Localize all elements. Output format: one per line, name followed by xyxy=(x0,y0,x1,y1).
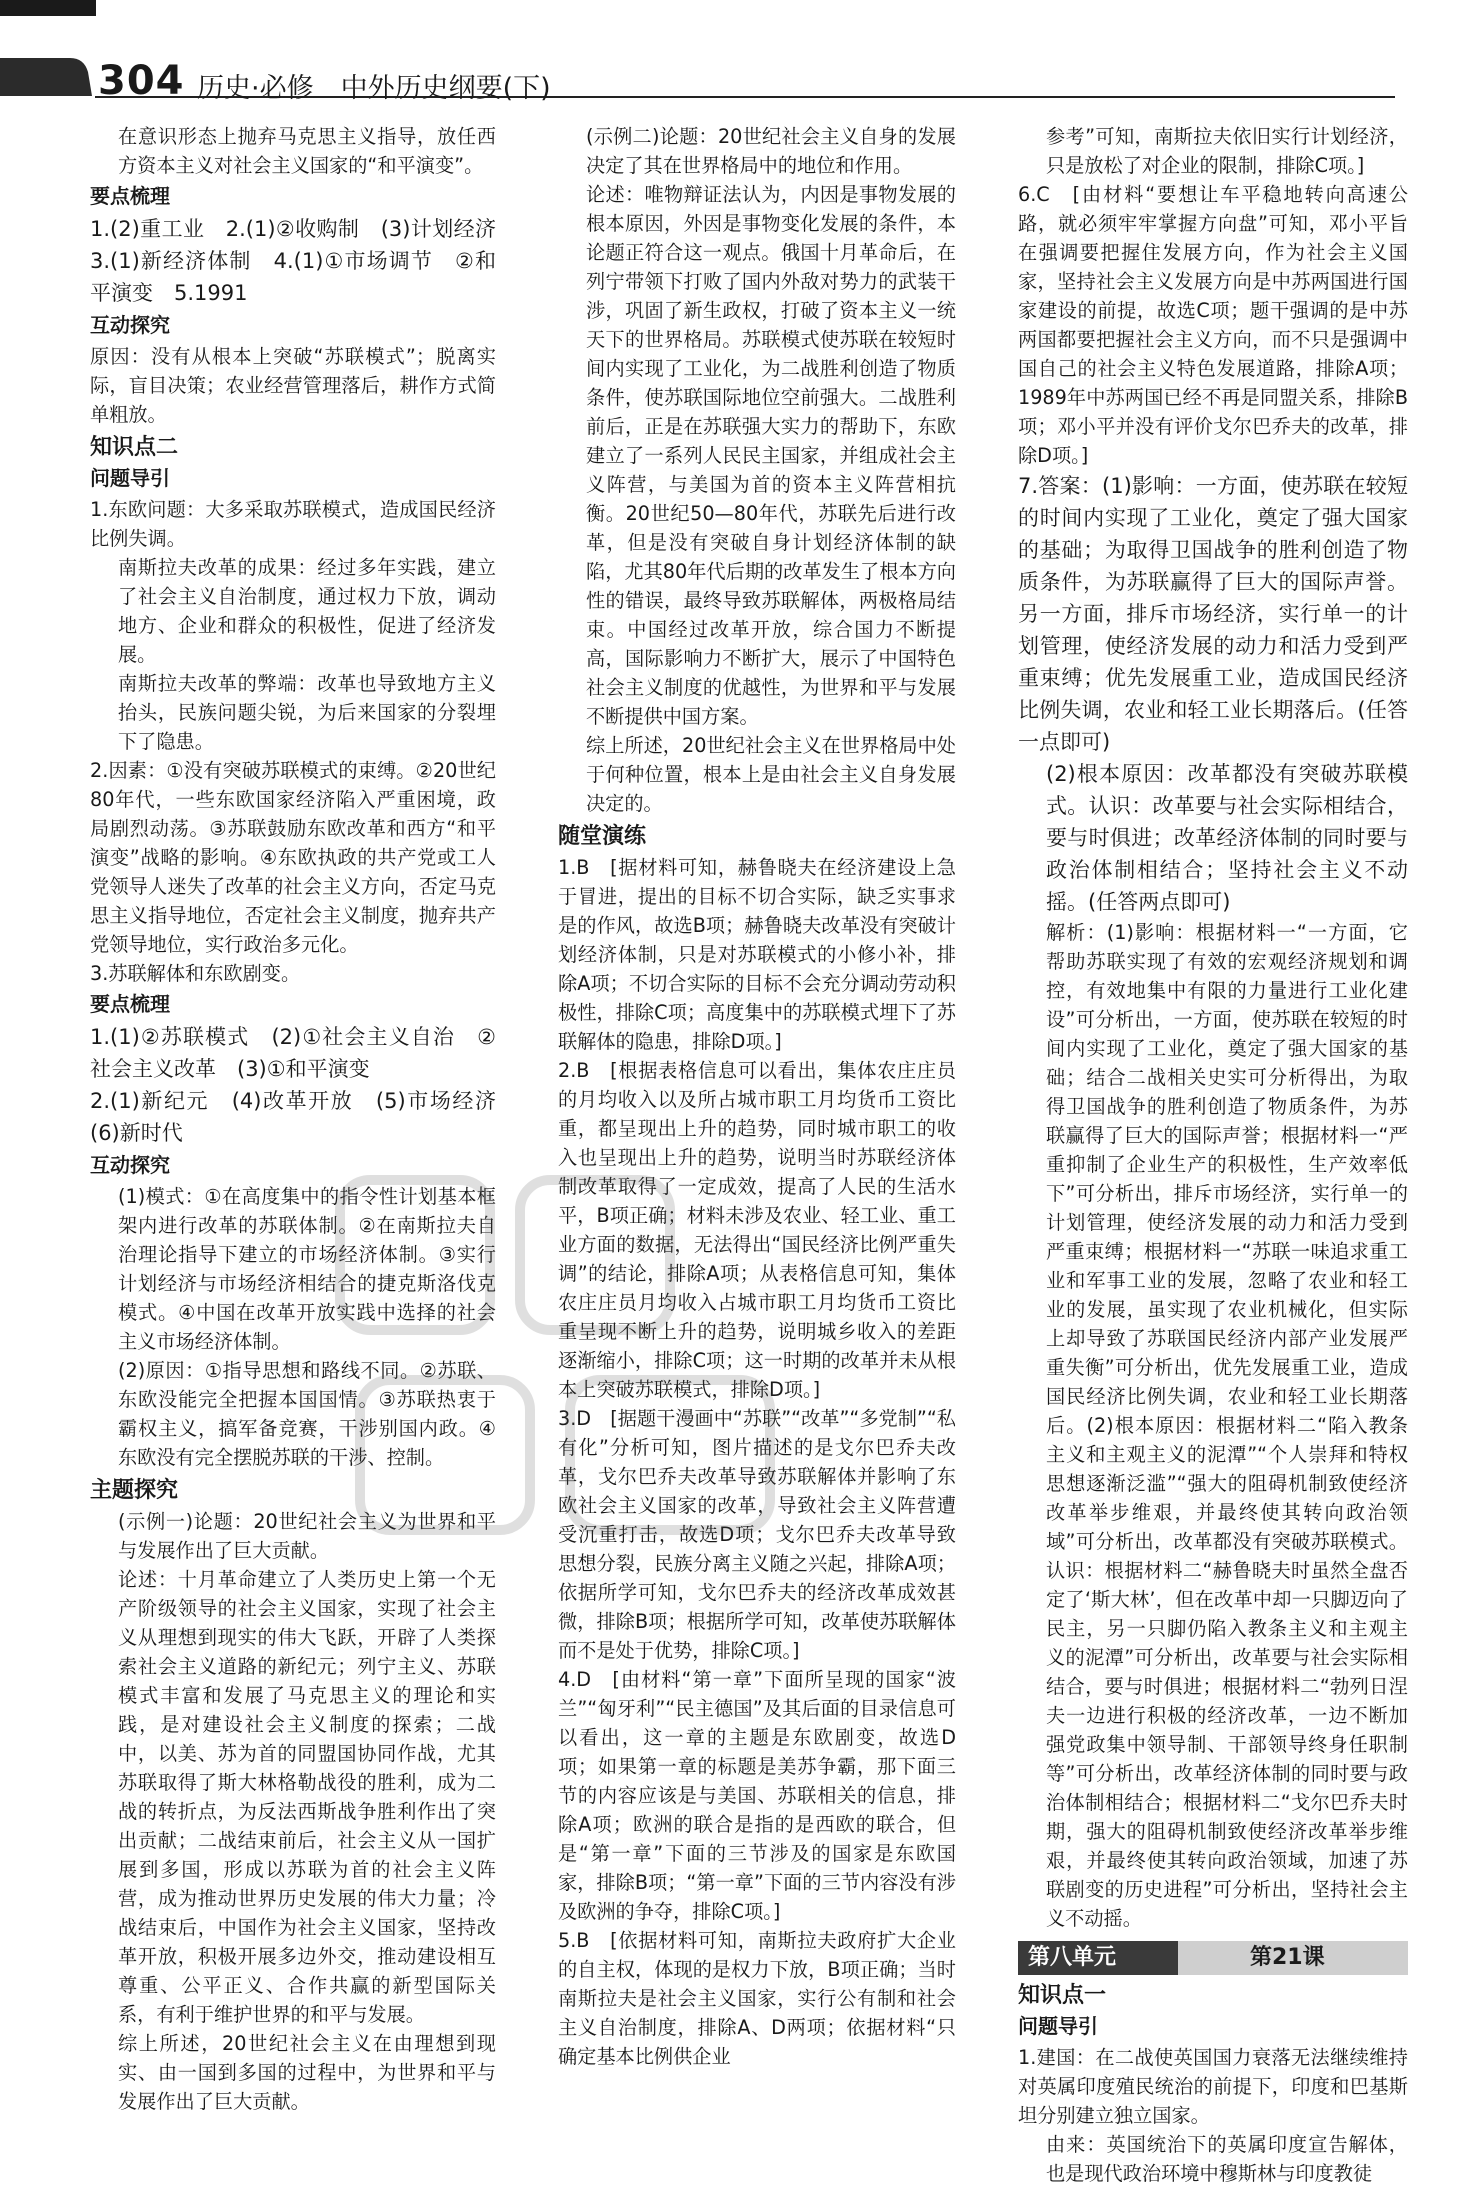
paragraph: 1.建国：在二战使英国国力衰落无法继续维持对英属印度殖民统治的前提下，印度和巴基斯坦分别建立独立国家。 xyxy=(1018,2046,1408,2127)
page-number: 304 xyxy=(98,58,185,104)
paragraph: 解析：(1)影响：根据材料一“一方面，它帮助苏联实现了有效的宏观经济规划和调控，有效地集中有限的力量进行工业化建设”可分析出，一方面，使苏联在较短的时间内实现了工业化，奠定了强大国家的基础；结合二战相关史实可分析得出，为取得卫国战争的胜利创造了物质条件，为苏联赢得了巨大的国际声誉；根据材料一“严重抑制了企业生产的积极性，生产效率低下”可分析出，排斥市场经济，实行单一的计划管理，使经济发展的动力和活力受到严重束缚；根据材料一“苏联一味追求重工业和军事工业的发展，忽略了农业和轻工业的发展，虽实现了农业机械化，但实际上却导致了苏联国民经济内部产业发展严重失衡”可分析出，优先发展重工业，造成国民经济比例失调，农业和轻工业长期落后。(2)根本原因：根据材料二“陷入教条主义和主观主义的泥潭”“个人崇拜和特权思想逐渐泛滥”“强大的阻碍机制致使经济改革举步维艰，并最终使其转向政治领域”可分析出，改革都没有突破苏联模式。认识：根据材料二“赫鲁晓夫时虽然全盘否定了‘斯大林’，但在改革中却一只脚迈向了民主，另一只脚仍陷入教条主义和主观主义的泥潭”可分析出，改革要与社会实际相结合，要与时俱进；根据材料二“勃列日涅夫一边进行积极的经济改革，一边不断加强党政集中领导制、干部领导终身任职制等”可分析出，改革经济体制的同时要与政治体制相结合；根据材料二“戈尔巴乔夫时期，强大的阻碍机制致使经济改革举步维艰，并最终使其转向政治领域，加速了苏联剧变的历史进程”可分析出，坚持社会主义不动摇。 xyxy=(1046,921,1408,1930)
unit-label: 第八单元 xyxy=(1018,1941,1178,1975)
header-title: 历史·必修 中外历史纲要(下) xyxy=(197,73,551,104)
paragraph: 1.(2)重工业 2.(1)②收购制 (3)计划经济 3.(1)新经济体制 4.(1)①市场调节 ②和平演变 5.1991 xyxy=(90,217,517,305)
section-heading: 知识点二 xyxy=(90,435,179,460)
paragraph: 7.答案：(1)影响：一方面，使苏联在较短的时间内实现了工业化，奠定了强大国家的基础；为取得卫国战争的胜利创造了物质条件，为苏联赢得了巨大的国际声誉。另一方面，排斥市场经济，实行单一的计划管理，使经济发展的动力和活力受到严重束缚；优先发展重工业，造成国民经济比例失调，农业和轻工业长期落后。(任答一点即可) xyxy=(1018,474,1408,754)
paragraph: 2.B [根据表格信息可以看出，集体农庄庄员的月均收入以及所占城市职工月均货币工资比重，都呈现出上升的趋势，同时城市职工的收入也呈现出上升的趋势，说明当时苏联经济体制改革取得了一定成效，提高了人民的生活水平，B项正确；材料未涉及农业、轻工业、重工业方面的数据，无法得出“国民经济比例严重失调”的结论，排除A项；从表格信息可知，集体农庄庄员月均收入占城市职工月均货币工资比重呈现不断上升的趋势，说明城乡收入的差距逐渐缩小，排除C项；这一时期的改革并未从根本上突破苏联模式，排除D项。] xyxy=(558,1059,956,1401)
section-heading: 主题探究 xyxy=(90,1478,179,1503)
paragraph: 在意识形态上抛弃马克思主义指导，放任西方资本主义对社会主义国家的“和平演变”。 xyxy=(118,125,496,177)
lesson-label: 第21课 xyxy=(1250,1945,1325,1970)
paragraph: (示例一)论题：20世纪社会主义为世界和平与发展作出了巨大贡献。 xyxy=(118,1510,496,1562)
column-3 xyxy=(1018,122,1408,2188)
paragraph: (2)原因：①指导思想和路线不同。②苏联、东欧没能完全把握本国国情。③苏联热衷于霸权主义，搞军备竞赛，干涉别国内政。④东欧没有完全摆脱苏联的干涉、控制。 xyxy=(118,1359,496,1469)
section-heading: 知识点一 xyxy=(1018,1983,1107,2008)
unit-banner xyxy=(1018,1941,1408,1975)
paragraph: 综上所述，20世纪社会主义在世界格局中处于何种位置，根本上是由社会主义自身发展决定的。 xyxy=(586,734,956,815)
paragraph: 南斯拉夫改革的弊端：改革也导致地方主义抬头，民族问题尖锐，为后来国家的分裂埋下了隐患。 xyxy=(118,672,496,753)
paragraph: 原因：没有从根本上突破“苏联模式”；脱离实际，盲目决策；农业经营管理落后，耕作方式简单粗放。 xyxy=(90,345,496,426)
section-heading: 随堂演练 xyxy=(558,824,647,849)
paragraph: 2.因素：①没有突破苏联模式的束缚。②20世纪80年代，一些东欧国家经济陷入严重困境，政局剧烈动荡。③苏联鼓励东欧改革和西方“和平演变”战略的影响。④东欧执政的共产党或工人党领导人迷失了改革的社会主义方向，否定马克思主义指导地位，否定社会主义制度，抛弃共产党领导地位，实行政治多元化。 xyxy=(90,759,496,956)
subsection-heading: 问题导引 xyxy=(90,466,170,490)
paragraph: 6.C [由材料“要想让车平稳地转向高速公路，就必须牢牢掌握方向盘”可知，邓小平旨在强调要把握住发展方向，作为社会主义国家，坚持社会主义发展方向是中苏两国进行国家建设的前提，故选C项；题干强调的是中苏两国都要把握社会主义方向，而不只是强调中国自己的社会主义特色发展道路，排除A项；1989年中苏两国已经不再是同盟关系，排除B项；邓小平并没有评价戈尔巴乔夫的改革，排除D项。] xyxy=(1018,183,1408,467)
paragraph: (1)模式：①在高度集中的指令性计划基本框架内进行改革的苏联体制。②在南斯拉夫自治理论指导下建立的市场经济体制。③实行计划经济与市场经济相结合的捷克斯洛伐克模式。④中国在改革开放实践中选择的社会主义市场经济体制。 xyxy=(118,1185,496,1353)
paragraph: (示例二)论题：20世纪社会主义自身的发展决定了其在世界格局中的地位和作用。 xyxy=(586,125,956,177)
header-tab-decoration xyxy=(0,0,96,100)
subsection-heading: 互动探究 xyxy=(90,313,170,337)
paragraph: 1.B [据材料可知，赫鲁晓夫在经济建设上急于冒进，提出的目标不切合实际，缺乏实事求是的作风，故选B项；赫鲁晓夫改革没有突破计划经济体制，只是对苏联模式的小修小补，排除A项；不切合实际的目标不会充分调动劳动积极性，排除C项；高度集中的苏联模式埋下了苏联解体的隐患，排除D项。] xyxy=(558,856,956,1053)
paragraph: 2.(1)新纪元 (4)改革开放 (5)市场经济 (6)新时代 xyxy=(90,1089,517,1145)
paragraph: 参考”可知，南斯拉夫依旧实行计划经济，只是放松了对企业的限制，排除C项。] xyxy=(1046,125,1408,177)
subsection-heading: 问题导引 xyxy=(1018,2014,1098,2038)
paragraph: 论述：唯物辩证法认为，内因是事物发展的根本原因，外因是事物变化发展的条件，本论题正符合这一观点。俄国十月革命后，在列宁带领下打败了国内外敌对势力的武装干涉，巩固了新生政权，打破了资本主义一统天下的世界格局。苏联模式使苏联在较短时间内实现了工业化，为二战胜利创造了物质条件，使苏联国际地位空前强大。二战胜利前后，正是在苏联强大实力的帮助下，东欧建立了一系列人民民主国家，并组成社会主义阵营，与美国为首的资本主义阵营相抗衡。20世纪50—80年代，苏联先后进行改革，但是没有突破自身计划经济体制的缺陷，尤其80年代后期的改革发生了根本方向性的错误，最终导致苏联解体，两极格局结束。中国经过改革开放，综合国力不断提高，国际影响力不断扩大，展示了中国特色社会主义制度的优越性，为世界和平与发展不断提供中国方案。 xyxy=(586,183,956,728)
paragraph: 由来：英国统治下的英属印度宣告解体，也是现代政治环境中穆斯林与印度教徒 xyxy=(1046,2133,1408,2185)
paragraph: 5.B [依据材料可知，南斯拉夫政府扩大企业的自主权，体现的是权力下放，B项正确；当时南斯拉夫是社会主义国家，实行公有制和社会主义自治制度，排除A、D两项；依据材料“只确定基本比例供企业 xyxy=(558,1929,956,2068)
column-1 xyxy=(90,122,517,2116)
subsection-heading: 互动探究 xyxy=(90,1153,170,1177)
paragraph: 4.D [由材料“第一章”下面所呈现的国家“波兰”“匈牙利”“民主德国”及其后面的目录信息可以看出，这一章的主题是东欧剧变，故选D项；如果第一章的标题是美苏争霸，那下面三节的内容应该是与美国、苏联相关的信息，排除A项；欧洲的联合是指的是西欧的联合，但是“第一章”下面的三节涉及的国家是东欧国家，排除B项；“第一章”下面的三节内容没有涉及欧洲的争夺，排除C项。] xyxy=(558,1668,956,1923)
subsection-heading: 要点梳理 xyxy=(90,992,170,1016)
paragraph: 南斯拉夫改革的成果：经过多年实践，建立了社会主义自治制度，通过权力下放，调动地方、企业和群众的积极性，促进了经济发展。 xyxy=(118,556,496,666)
paragraph: 论述：十月革命建立了人类历史上第一个无产阶级领导的社会主义国家，实现了社会主义从理想到现实的伟大飞跃，开辟了人类探索社会主义道路的新纪元；列宁主义、苏联模式丰富和发展了马克思主义的理论和实践，是对建设社会主义制度的探索；二战中，以美、苏为首的同盟国协同作战，尤其苏联取得了斯大林格勒战役的胜利，成为二战的转折点，为反法西斯战争胜利作出了突出贡献；二战结束前后，社会主义从一国扩展到多国，形成以苏联为首的社会主义阵营，成为推动世界历史发展的伟大力量；冷战结束后，中国作为社会主义国家，坚持改革开放，积极开展多边外交，推动建设相互尊重、公平正义、合作共赢的新型国际关系，有利于维护世界的和平与发展。 xyxy=(118,1568,496,2026)
paragraph: 3.苏联解体和东欧剧变。 xyxy=(90,962,301,985)
page-header xyxy=(0,0,1464,112)
paragraph: 综上所述，20世纪社会主义在由理想到现实、由一国到多国的过程中，为世界和平与发展作出了巨大贡献。 xyxy=(118,2032,496,2113)
paragraph: 1.东欧问题：大多采取苏联模式，造成国民经济比例失调。 xyxy=(90,498,496,550)
column-2 xyxy=(558,122,956,2071)
paragraph: 1.(1)②苏联模式 (2)①社会主义自治 ②社会主义改革 (3)①和平演变 xyxy=(90,1025,496,1081)
subsection-heading: 要点梳理 xyxy=(90,184,170,208)
paragraph: (2)根本原因：改革都没有突破苏联模式。认识：改革要与社会实际相结合，要与时俱进；改革经济体制的同时要与政治体制相结合；坚持社会主义不动摇。(任答两点即可) xyxy=(1046,762,1408,914)
paragraph: 3.D [据题干漫画中“苏联”“改革”“多党制”“私有化”分析可知，图片描述的是戈尔巴乔夫改革，戈尔巴乔夫改革导致苏联解体并影响了东欧社会主义国家的改革，导致社会主义阵营遭受沉重打击，故选D项；戈尔巴乔夫改革导致思想分裂，民族分离主义随之兴起，排除A项；依据所学可知，戈尔巴乔夫的经济改革成效甚微，排除B项；根据所学可知，改革使苏联解体而不是处于优势，排除C项。] xyxy=(558,1407,956,1662)
